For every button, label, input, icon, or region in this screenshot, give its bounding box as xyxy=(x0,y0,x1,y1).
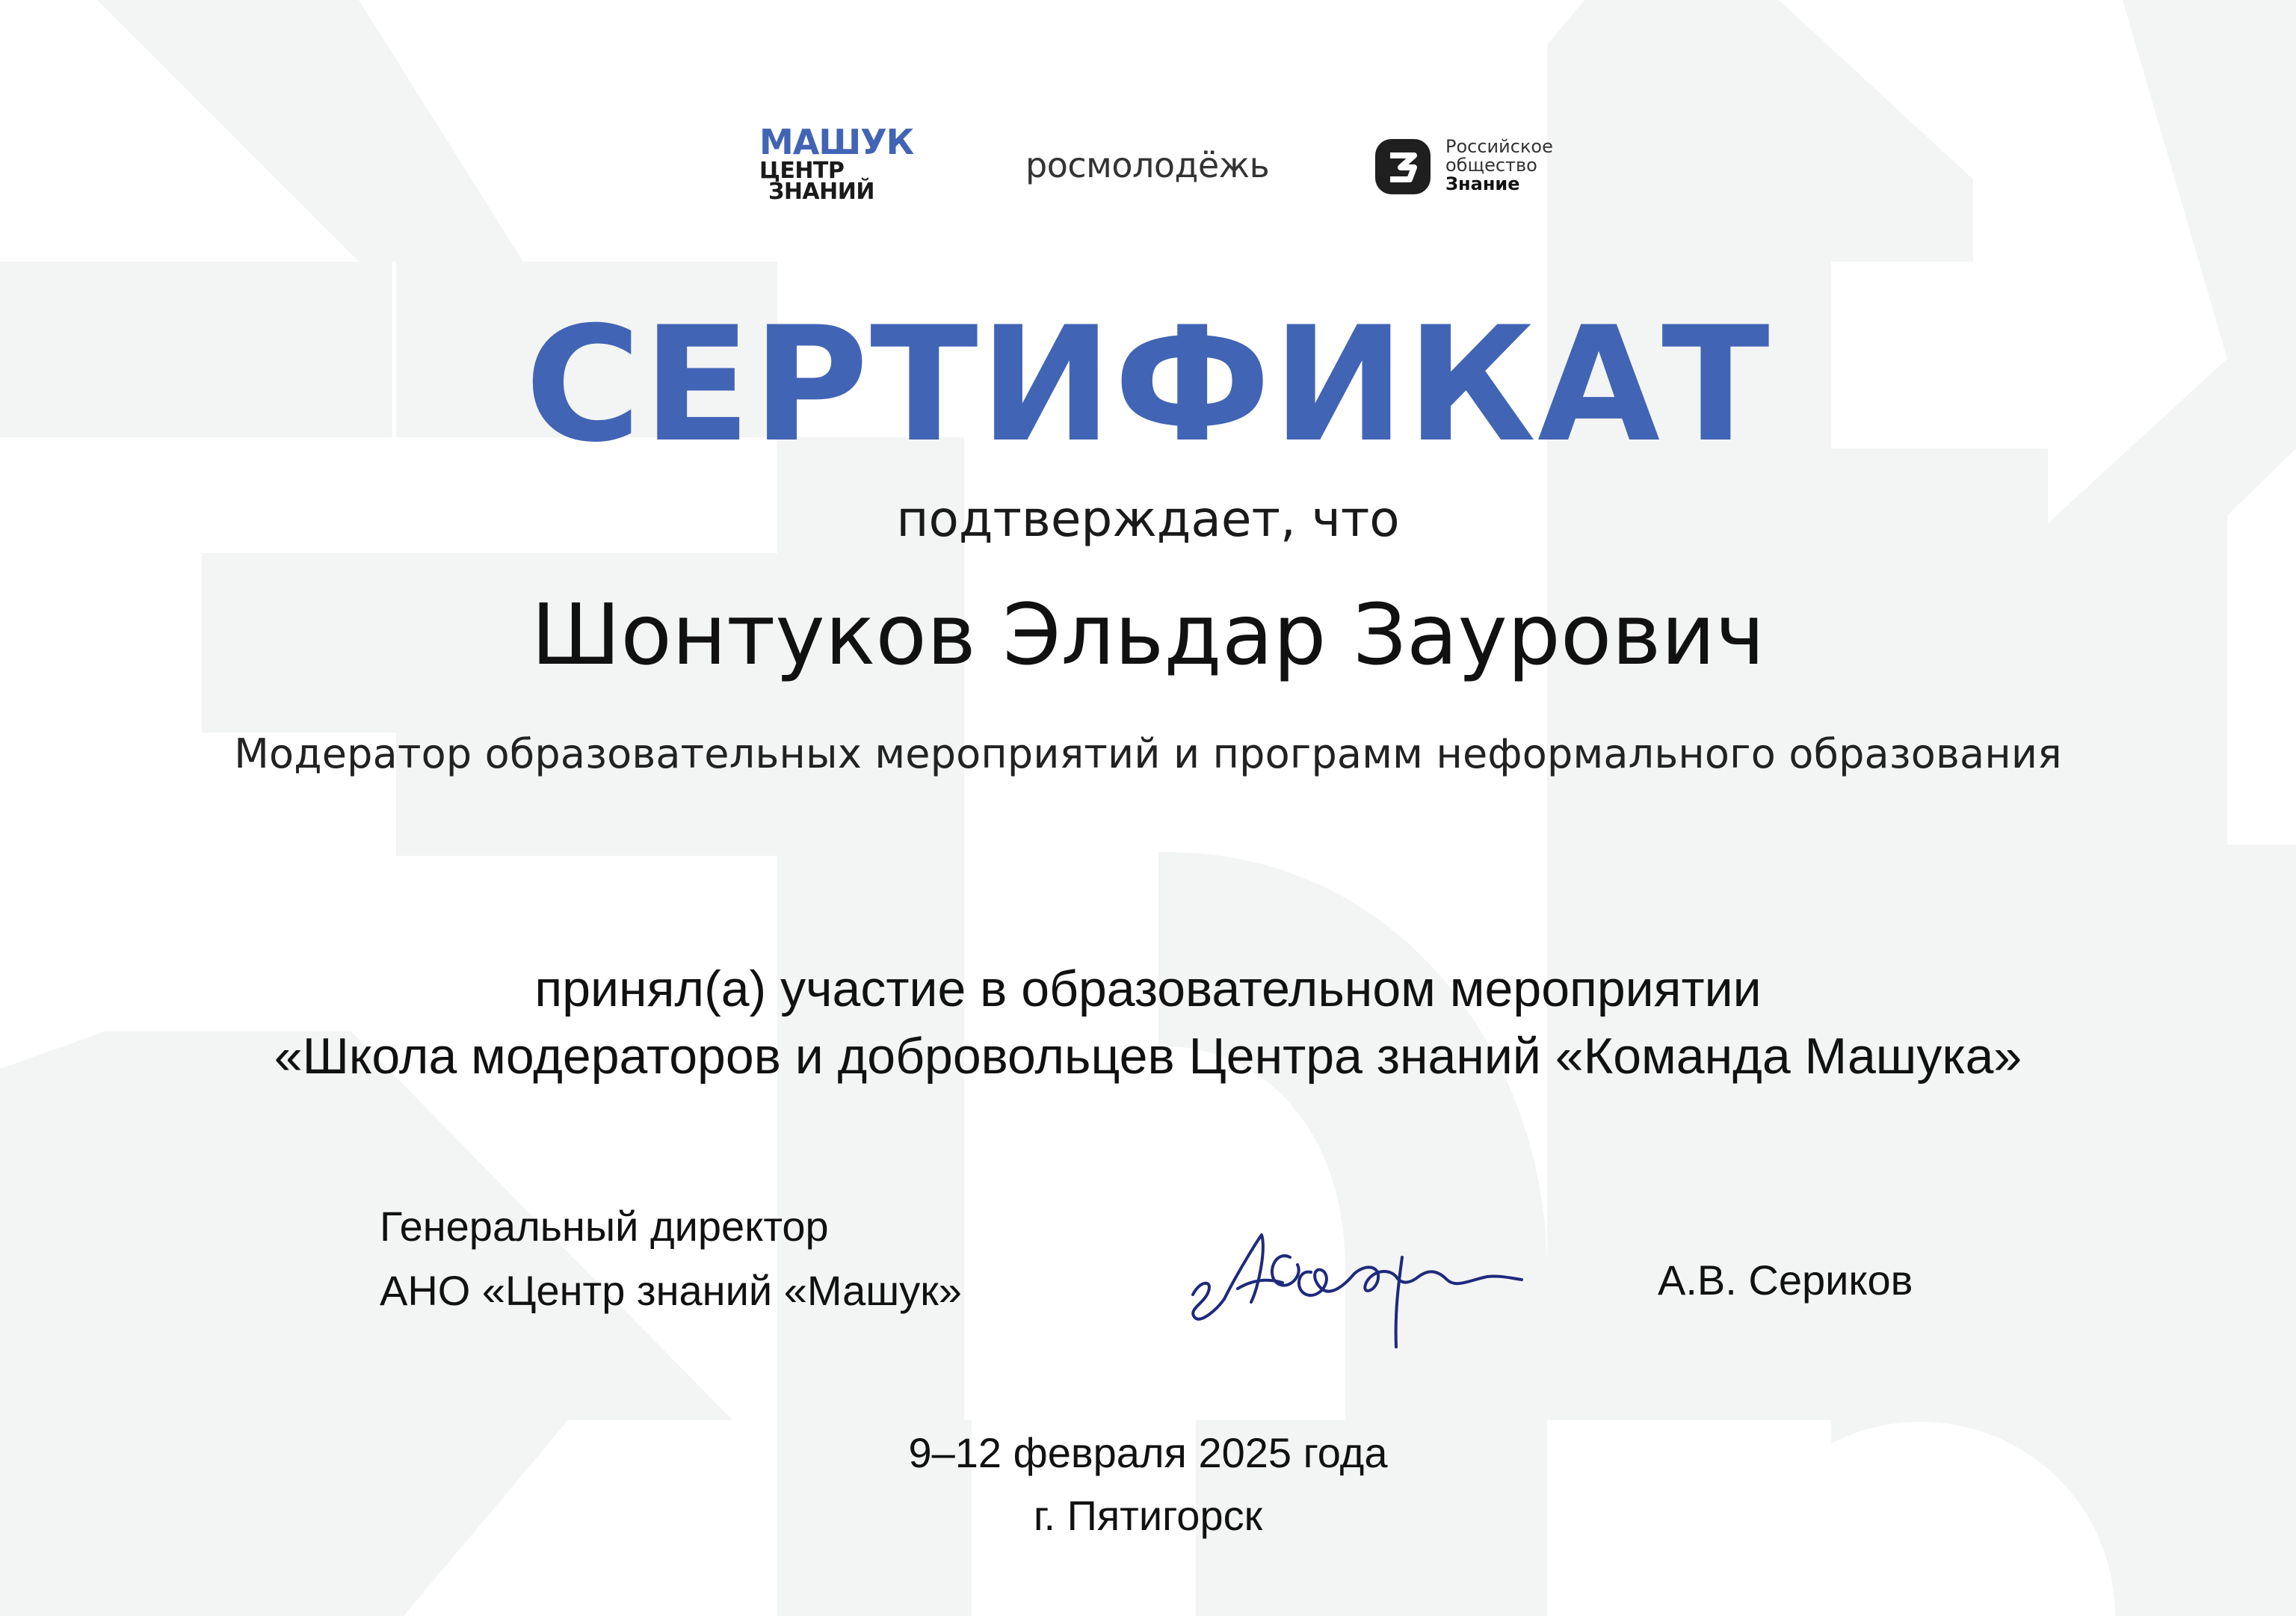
signatory-name: А.В. Сериков xyxy=(1658,1256,1913,1304)
event-name: «Школа модераторов и добровольцев Центра знаний «Команда Машука» xyxy=(274,1028,2022,1085)
mashuk-logo-line3: ЗНАНИЙ xyxy=(768,179,874,205)
znanie-logo-line3: Знание xyxy=(1445,173,1520,194)
certificate-title: СЕРТИФИКАТ xyxy=(525,292,1771,477)
handwritten-signature xyxy=(1178,1205,1552,1354)
znanie-z-icon xyxy=(1375,139,1431,194)
znanie-logo-line1: Российское xyxy=(1445,136,1553,157)
rosmolodezh-logo: росмолодёжь xyxy=(1025,145,1270,185)
confirms-text: подтверждает, что xyxy=(896,490,1400,548)
event-date: 9–12 февраля 2025 года xyxy=(908,1429,1388,1476)
znanie-logo-line2: общество xyxy=(1445,155,1537,176)
event-city: г. Пятигорск xyxy=(1033,1492,1263,1539)
mashuk-logo-line2: ЦЕНТР xyxy=(759,158,845,184)
mashuk-logo-title: МАШУК xyxy=(759,122,914,162)
signatory-position-line1: Генеральный директор xyxy=(380,1203,829,1250)
signatory-position-line2: АНО «Центр знаний «Машук» xyxy=(380,1267,962,1314)
recipient-name: Шонтуков Эльдар Заурович xyxy=(531,587,1765,684)
mashuk-logo xyxy=(759,122,914,206)
partner-logos xyxy=(0,112,2296,217)
recipient-role: Модератор образовательных мероприятий и программ неформального образования xyxy=(234,730,2062,777)
participation-text: принял(а) участие в образовательном мероприятии xyxy=(534,960,1762,1017)
signatory-position xyxy=(380,1194,962,1323)
znanie-logo-text xyxy=(1445,138,1553,194)
